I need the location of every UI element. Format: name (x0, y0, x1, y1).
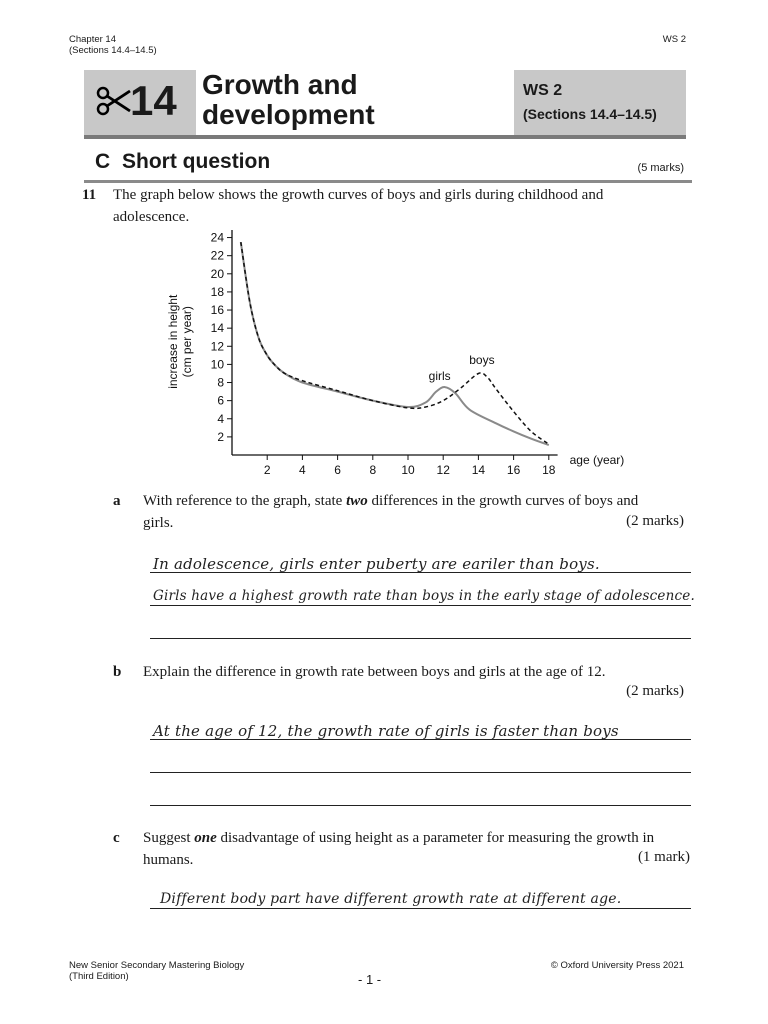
part-a-answer-2: Girls have a highest growth rate than boys in the early stage of adolescence. (153, 588, 695, 604)
header-ws-label: WS 2 (662, 34, 686, 45)
question-number: 11 (82, 187, 97, 203)
part-a-text-after: differences in the growth curves of boys and (367, 493, 639, 509)
y-tick-label: 18 (210, 284, 224, 299)
section-heading (95, 150, 270, 174)
y-axis-label-line1: increase in height (166, 294, 180, 389)
section-marks: (5 marks) (637, 162, 684, 174)
part-a-marks: (2 marks) (626, 513, 684, 529)
part-b-question: Explain the difference in growth rate between boys and girls at the age of 12. (143, 664, 606, 680)
series-label-boys: boys (469, 352, 495, 367)
x-tick-label: 6 (334, 463, 341, 477)
part-a-answer-line-1 (150, 572, 691, 573)
y-tick-label: 22 (210, 248, 224, 263)
part-c-text-before: Suggest (143, 830, 195, 846)
y-tick-label: 10 (210, 357, 224, 372)
question-stem (113, 184, 603, 228)
part-c-question (143, 827, 654, 871)
x-tick-label: 8 (369, 463, 377, 477)
section-title: Short question (122, 150, 271, 173)
x-tick-label: 10 (401, 463, 415, 477)
part-c-answer-line-1 (150, 908, 691, 909)
y-tick-label: 6 (217, 393, 224, 408)
x-tick-label: 4 (299, 463, 306, 477)
part-b-marks: (2 marks) (626, 683, 684, 699)
part-a-label: a (113, 493, 121, 509)
part-b-answer-line-3 (150, 805, 691, 806)
chapter-text: Chapter 14 (69, 34, 117, 45)
part-c-line1 (143, 827, 654, 849)
y-tick-label: 20 (210, 266, 224, 281)
section-letter: C (95, 150, 111, 173)
x-tick-label: 18 (542, 463, 556, 477)
worksheet-label: WS 2 (523, 82, 563, 99)
y-tick-label: 2 (217, 429, 224, 444)
x-tick-label: 14 (471, 463, 486, 477)
footer-copyright: © Oxford University Press 2021 (550, 960, 684, 971)
part-a-answer-1: In adolescence, girls enter puberty are eariler than boys. (153, 555, 600, 573)
y-tick-label: 24 (210, 230, 224, 245)
part-a-text-before: With reference to the graph, state (143, 493, 347, 509)
part-a-emphasis: two (346, 493, 368, 509)
part-a-line2: girls. (143, 515, 174, 531)
x-axis-label: age (year) (569, 453, 625, 467)
y-axis-label-line2: (cm per year) (180, 306, 194, 378)
series-label-girls: girls (428, 368, 451, 383)
question-stem-line1: The graph below shows the growth curves of boys and girls during childhood and (113, 187, 604, 203)
worksheet-sections: (Sections 14.4–14.5) (523, 106, 657, 122)
section-rule (84, 180, 692, 183)
footer-book-line2: (Third Edition) (69, 971, 129, 982)
part-a-line1 (143, 490, 638, 512)
question-stem-line2: adolescence. (113, 209, 190, 225)
part-c-text-after: disadvantage of using height as a parameter for measuring the growth in (216, 830, 655, 846)
part-b-answer-line-1 (150, 739, 691, 740)
part-c-emphasis: one (194, 830, 217, 846)
part-c-line2: humans. (143, 852, 194, 868)
worksheet-box (514, 70, 686, 135)
x-tick-label: 2 (263, 463, 271, 477)
scissors-icon (96, 83, 132, 119)
y-tick-label: 12 (210, 339, 224, 354)
part-b-label: b (113, 664, 122, 680)
chapter-number: 14 (130, 77, 177, 124)
y-tick-label: 8 (217, 375, 224, 390)
series-line-boys (241, 242, 549, 444)
chapter-title-line2: development (202, 99, 375, 130)
footer-book (69, 960, 244, 982)
chapter-number-box (84, 70, 196, 135)
chapter-title (202, 70, 375, 130)
growth-chart-svg (160, 230, 630, 490)
banner-rule (84, 135, 686, 139)
page-number: - 1 - (358, 972, 382, 987)
y-tick-label: 14 (210, 321, 224, 336)
growth-chart (160, 230, 630, 490)
part-a-question (143, 490, 638, 534)
part-b-answer-1: At the age of 12, the growth rate of girls is faster than boys (153, 722, 619, 740)
part-c-answer-1: Different body part have different growth rate at different age. (160, 891, 622, 907)
part-a-answer-line-2 (150, 605, 691, 606)
part-c-marks: (1 mark) (637, 849, 690, 865)
series-line-girls (241, 242, 549, 445)
part-c-label: c (113, 830, 120, 846)
y-tick-label: 16 (210, 303, 224, 318)
y-tick-label: 4 (217, 411, 224, 426)
x-tick-label: 16 (506, 463, 521, 477)
part-b-answer-line-2 (150, 772, 691, 773)
chapter-sections-text: (Sections 14.4–14.5) (69, 45, 157, 56)
part-a-answer-line-3 (150, 638, 691, 639)
chapter-title-line1: Growth and (202, 69, 358, 100)
footer-book-line1: New Senior Secondary Mastering Biology (69, 960, 245, 971)
chapter-label (69, 34, 157, 56)
x-tick-label: 12 (436, 463, 450, 477)
